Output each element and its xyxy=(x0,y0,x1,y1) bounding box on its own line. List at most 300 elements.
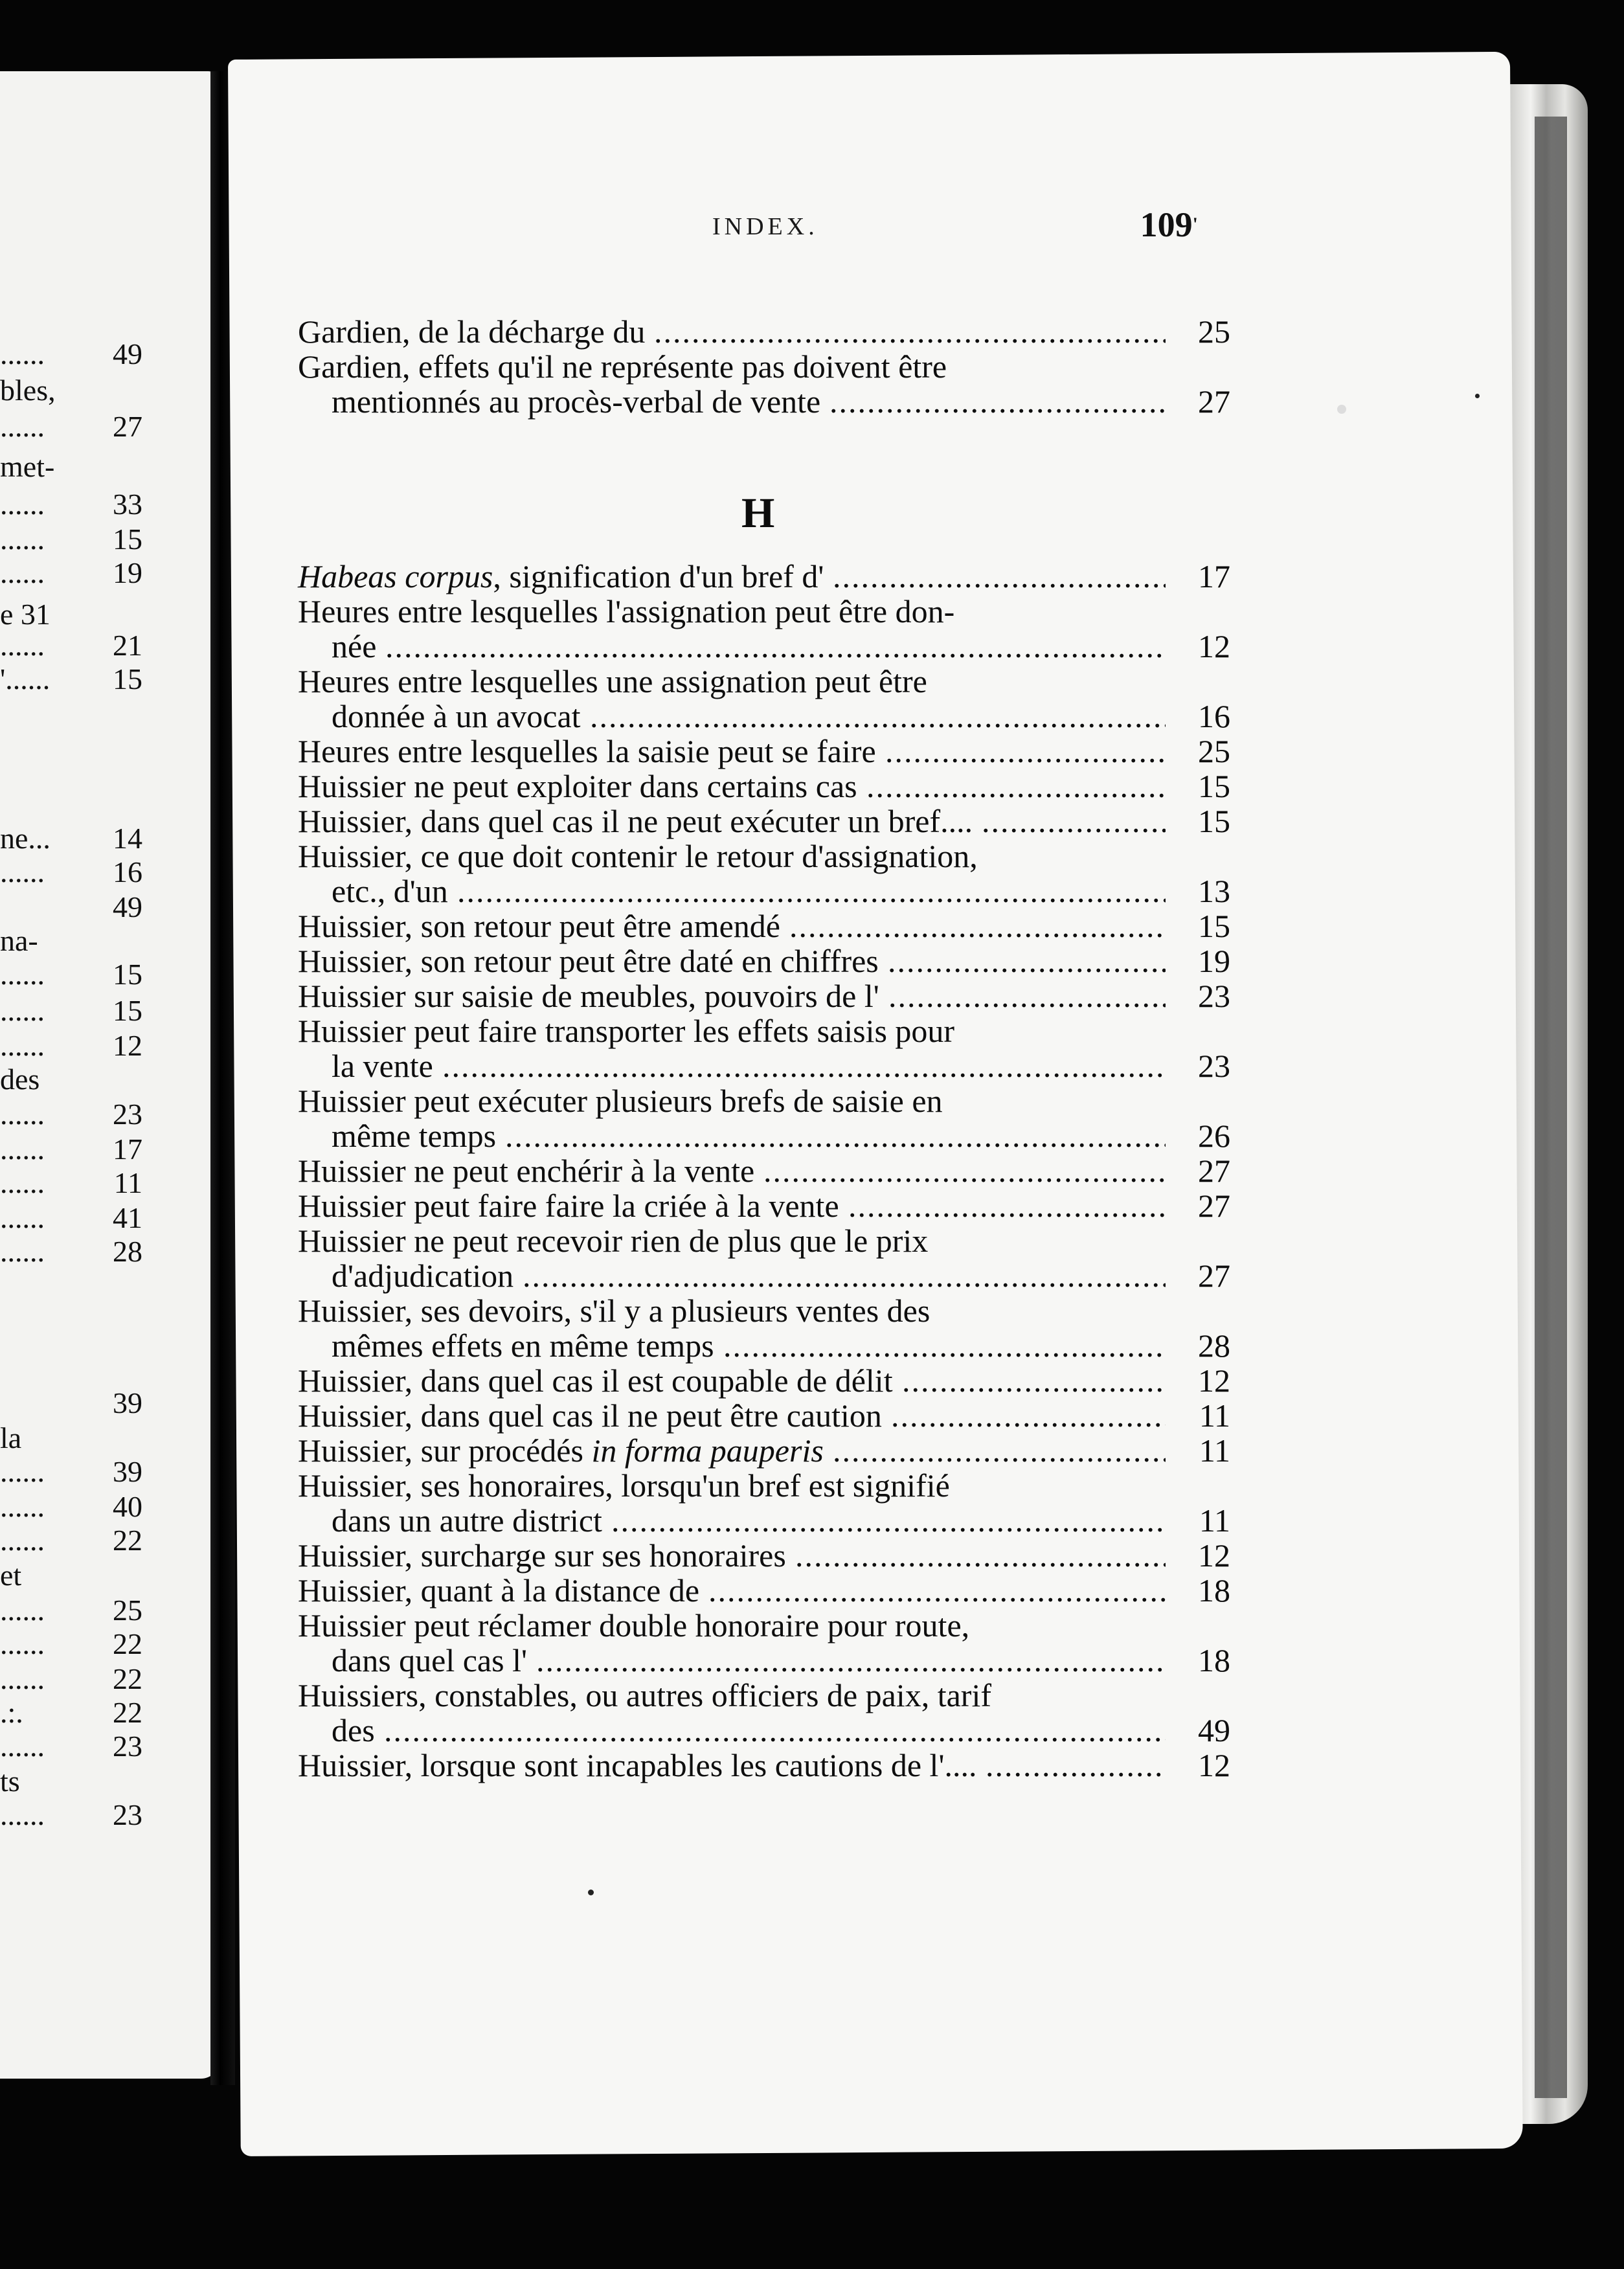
index-line xyxy=(298,594,1230,629)
dot-leader xyxy=(866,769,1166,804)
index-line xyxy=(298,1188,1230,1223)
entry-text: etc., d'un xyxy=(332,873,448,909)
dot-leader xyxy=(654,314,1166,349)
previous-page-line-page: 22 xyxy=(113,1524,142,1557)
previous-page-line-text: ts xyxy=(0,1765,20,1798)
index-entry xyxy=(298,909,1230,943)
previous-page-line-page: 28 xyxy=(113,1235,142,1268)
index-line-text xyxy=(298,559,824,594)
previous-page-line-page: 22 xyxy=(113,1627,142,1660)
entry-text: Huissier peut exécuter plusieurs brefs de saisie en xyxy=(298,1083,943,1119)
index-entry xyxy=(298,734,1230,769)
previous-page-line-text: des xyxy=(0,1063,40,1096)
index-line-text xyxy=(332,1258,513,1293)
previous-page-line xyxy=(0,628,142,663)
previous-page-line-page: 15 xyxy=(113,662,142,695)
index-entry xyxy=(298,1573,1230,1608)
page-reference: 15 xyxy=(1198,768,1230,804)
previous-page-line-text: ...... xyxy=(0,1455,45,1488)
index-line xyxy=(298,943,1230,978)
previous-page-line-text: ...... xyxy=(0,1524,45,1557)
previous-page-line-page: 22 xyxy=(113,1662,142,1695)
previous-page-line-text: ...... xyxy=(0,556,45,589)
index-entry xyxy=(298,1678,1230,1748)
page-reference: 12 xyxy=(1198,1537,1230,1574)
entry-text: Huissier ne peut enchérir à la vente xyxy=(298,1153,755,1189)
previous-page-line xyxy=(0,1558,142,1593)
index-entries xyxy=(298,314,1230,1783)
index-line xyxy=(298,1538,1230,1573)
entry-text: Huissier, surcharge sur ses honoraires xyxy=(298,1537,786,1574)
index-line xyxy=(298,699,1230,734)
section-gap xyxy=(298,419,1230,559)
previous-page-line-text: ...... xyxy=(0,1235,45,1268)
index-line xyxy=(298,874,1230,909)
entry-text: même temps xyxy=(332,1118,497,1154)
index-line-text xyxy=(332,1048,433,1083)
page-reference: 13 xyxy=(1198,873,1230,909)
page-reference: 26 xyxy=(1198,1118,1230,1154)
page-reference: 17 xyxy=(1198,558,1230,594)
index-line xyxy=(298,1433,1230,1468)
index-entry xyxy=(298,1293,1230,1363)
entry-text: Huissier ne peut exploiter dans certains cas xyxy=(298,768,857,804)
previous-page-line-text: ...... xyxy=(0,488,45,521)
previous-page-line-text: ...... xyxy=(0,337,45,370)
index-line xyxy=(298,1573,1230,1608)
index-entry xyxy=(298,1398,1230,1433)
dot-leader xyxy=(763,1153,1166,1188)
entry-text: Huissier, ce que doit contenir le retour d'assignation, xyxy=(298,838,978,874)
index-line xyxy=(298,978,1230,1013)
index-entry xyxy=(298,594,1230,664)
index-entry xyxy=(298,1188,1230,1223)
index-line xyxy=(298,664,1230,699)
index-line-text xyxy=(298,1188,839,1223)
previous-page-line xyxy=(0,1028,142,1063)
index-line-text xyxy=(298,1293,930,1328)
index-line-text xyxy=(332,874,448,909)
entry-text: Huissier, sur procédés xyxy=(298,1432,592,1469)
index-line xyxy=(298,1083,1230,1118)
dot-leader xyxy=(986,1748,1166,1783)
index-line-text xyxy=(298,943,879,978)
index-line-text xyxy=(298,1153,754,1188)
dot-leader xyxy=(833,1433,1166,1468)
index-entry xyxy=(298,664,1230,734)
index-line xyxy=(298,1643,1230,1678)
entry-text: Heures entre lesquelles une assignation peut être xyxy=(298,663,927,699)
index-line xyxy=(298,1398,1230,1433)
previous-page-line-page: 15 xyxy=(113,958,142,991)
entry-text: d'adjudication xyxy=(332,1258,514,1294)
previous-page-line xyxy=(0,1421,142,1456)
page-reference: 49 xyxy=(1198,1712,1230,1748)
dot-leader xyxy=(590,699,1166,734)
index-line-text xyxy=(298,804,973,839)
entry-text: Heures entre lesquelles la saisie peut se faire xyxy=(298,733,876,769)
print-speck xyxy=(1475,394,1480,398)
previous-page-line-text: '...... xyxy=(0,662,51,695)
previous-page-line xyxy=(0,1097,142,1132)
previous-page-line-text: ...... xyxy=(0,1662,45,1695)
dot-leader xyxy=(795,1538,1166,1573)
dot-leader xyxy=(789,909,1166,943)
entry-text: Huissier peut faire transporter les effets saisis pour xyxy=(298,1013,955,1049)
index-entry xyxy=(298,804,1230,839)
previous-page-line-text: ne... xyxy=(0,822,51,855)
dot-leader xyxy=(891,1398,1166,1433)
previous-page-line-page: 41 xyxy=(113,1201,142,1234)
index-line xyxy=(298,1293,1230,1328)
dot-leader xyxy=(505,1118,1166,1153)
previous-page-line-text: .:. xyxy=(0,1696,23,1729)
previous-page-line-text: ...... xyxy=(0,994,45,1027)
index-line-text xyxy=(298,1538,786,1573)
previous-page-line-page: 27 xyxy=(113,410,142,443)
dot-leader xyxy=(611,1503,1166,1538)
index-entry xyxy=(298,1153,1230,1188)
index-line xyxy=(298,349,1230,384)
previous-page-line xyxy=(0,1523,142,1558)
index-line-text xyxy=(332,384,820,419)
index-line-text xyxy=(298,349,947,384)
page-reference: 15 xyxy=(1198,803,1230,839)
previous-page-line xyxy=(0,1062,142,1097)
previous-page-line xyxy=(0,409,142,444)
index-line xyxy=(298,384,1230,419)
previous-page-line xyxy=(0,1166,142,1201)
index-line xyxy=(298,559,1230,594)
index-line-text xyxy=(298,1398,882,1433)
index-line xyxy=(298,1713,1230,1748)
previous-page-line-page: 23 xyxy=(113,1730,142,1763)
dot-leader xyxy=(385,629,1166,664)
previous-page-line xyxy=(0,556,142,591)
entry-text: des xyxy=(332,1712,375,1748)
index-entry xyxy=(298,943,1230,978)
previous-page-line-page: 39 xyxy=(113,1386,142,1419)
previous-page-line-page: 15 xyxy=(113,523,142,556)
index-line-text xyxy=(298,594,954,629)
entry-text: donnée à un avocat xyxy=(332,698,581,734)
entry-text: Huissier, son retour peut être daté en chiffres xyxy=(298,943,879,979)
index-entry xyxy=(298,1223,1230,1293)
index-line-text xyxy=(298,1468,950,1503)
previous-page-line-text: na- xyxy=(0,924,38,957)
index-line xyxy=(298,629,1230,664)
previous-page-line-page: 16 xyxy=(113,855,142,888)
index-line xyxy=(298,1608,1230,1643)
previous-page-line-text: ...... xyxy=(0,1201,45,1234)
entry-text: Huissier, lorsque sont incapables les cautions de l'.... xyxy=(298,1747,977,1783)
index-entry xyxy=(298,314,1230,349)
page-reference: 16 xyxy=(1198,698,1230,734)
entry-text: Huissier, dans quel cas il ne peut être caution xyxy=(298,1397,882,1434)
dot-leader xyxy=(536,1643,1166,1678)
entry-text: Huissier peut faire faire la criée à la vente xyxy=(298,1188,839,1224)
previous-page-line xyxy=(0,522,142,557)
page-title: INDEX. xyxy=(712,213,818,240)
previous-page-line xyxy=(0,1593,142,1628)
page-reference: 23 xyxy=(1198,1048,1230,1084)
previous-page-line-text: ...... xyxy=(0,958,45,991)
entry-text: la vente xyxy=(332,1048,433,1084)
previous-page-line-text: ...... xyxy=(0,1490,45,1523)
index-entry xyxy=(298,559,1230,594)
index-line-text xyxy=(332,1503,602,1538)
previous-page-line-text: ...... xyxy=(0,1798,45,1831)
index-entry xyxy=(298,349,1230,419)
previous-page-line xyxy=(0,449,142,484)
previous-page-line xyxy=(0,1729,142,1764)
index-line-text xyxy=(332,1118,496,1153)
previous-page-line-text: ...... xyxy=(0,1133,45,1166)
previous-page-line xyxy=(0,337,142,372)
previous-page-line-page: 33 xyxy=(113,488,142,521)
page-reference: 15 xyxy=(1198,908,1230,944)
previous-page-line-text: ...... xyxy=(0,523,45,556)
index-line-text xyxy=(298,1433,824,1468)
index-entry xyxy=(298,1608,1230,1678)
previous-page-line xyxy=(0,1695,142,1730)
index-line-text xyxy=(332,1713,375,1748)
index-line-text xyxy=(298,839,978,874)
previous-page-line-text: ...... xyxy=(0,1166,45,1199)
previous-page-line xyxy=(0,487,142,522)
index-line-text xyxy=(298,1083,943,1118)
previous-page-line xyxy=(0,597,142,632)
index-line-text xyxy=(298,978,879,1013)
page-reference: 11 xyxy=(1199,1397,1230,1434)
previous-page-line-page: 21 xyxy=(113,629,142,662)
index-line xyxy=(298,1118,1230,1153)
entry-text: dans un autre district xyxy=(332,1502,602,1539)
index-line-text xyxy=(332,629,376,664)
previous-page-line xyxy=(0,855,142,890)
index-line-text xyxy=(298,314,645,349)
dot-leader xyxy=(888,943,1166,978)
index-entry xyxy=(298,839,1230,909)
page-reference: 25 xyxy=(1198,733,1230,769)
index-entry xyxy=(298,1363,1230,1398)
section-letter: H xyxy=(741,490,775,537)
index-entry xyxy=(298,1468,1230,1538)
dot-leader xyxy=(833,559,1166,594)
page-reference: 18 xyxy=(1198,1642,1230,1678)
index-line xyxy=(298,1678,1230,1713)
page-number-mark: ' xyxy=(1192,214,1198,235)
previous-page-line-page: 23 xyxy=(113,1098,142,1131)
index-line-text xyxy=(298,1748,976,1783)
page-edge-shadow xyxy=(1535,117,1567,2098)
italic-term: in forma pauperis xyxy=(591,1432,824,1469)
previous-page-line-text: la xyxy=(0,1421,22,1454)
page-reference: 28 xyxy=(1198,1327,1230,1364)
page-reference: 12 xyxy=(1198,1747,1230,1783)
previous-page-line xyxy=(0,1489,142,1524)
previous-page-line xyxy=(0,890,142,925)
entry-text: Gardien, de la décharge du xyxy=(298,313,646,350)
page-reference: 27 xyxy=(1198,1153,1230,1189)
index-line xyxy=(298,804,1230,839)
index-line xyxy=(298,314,1230,349)
previous-page-line xyxy=(0,1662,142,1697)
previous-page-line-page: 22 xyxy=(113,1696,142,1729)
previous-page-line xyxy=(0,662,142,697)
dot-leader xyxy=(982,804,1166,839)
index-line-text xyxy=(298,734,876,769)
page-reference: 18 xyxy=(1198,1572,1230,1609)
previous-page-line-text: bles, xyxy=(0,374,56,407)
page-reference: 25 xyxy=(1198,313,1230,350)
previous-page-line xyxy=(0,923,142,958)
index-line-text xyxy=(332,699,581,734)
dot-leader xyxy=(888,978,1166,1013)
index-entry xyxy=(298,769,1230,804)
index-line-text xyxy=(298,769,857,804)
entry-text: Huissiers, constables, ou autres officiers de paix, tarif xyxy=(298,1677,991,1713)
entry-text: Huissier ne peut recevoir rien de plus que le prix xyxy=(298,1223,929,1259)
page-reference: 27 xyxy=(1198,383,1230,420)
entry-text: Huissier, son retour peut être amendé xyxy=(298,908,780,944)
entry-text: Huissier, ses honoraires, lorsqu'un bref est signifié xyxy=(298,1467,950,1504)
page-number-value: 109 xyxy=(1140,205,1193,244)
index-line-text xyxy=(298,1573,699,1608)
previous-page-line xyxy=(0,373,142,408)
italic-term: Habeas corpus xyxy=(298,558,493,594)
entry-text: Huissier, quant à la distance de xyxy=(298,1572,700,1609)
previous-page-line-text: e 31 xyxy=(0,598,51,631)
index-line-text xyxy=(298,1678,991,1713)
index-line xyxy=(298,839,1230,874)
index-line-text xyxy=(298,664,927,699)
index-line xyxy=(298,1503,1230,1538)
index-line-text xyxy=(298,1223,928,1258)
previous-page-line-text: met- xyxy=(0,450,55,483)
print-speck xyxy=(1337,405,1346,414)
entry-text: Gardien, effets qu'il ne représente pas doivent être xyxy=(298,348,947,385)
dot-leader xyxy=(457,874,1166,909)
dot-leader xyxy=(829,384,1166,419)
entry-text: Heures entre lesquelles l'assignation peut être don- xyxy=(298,593,955,629)
previous-page-line xyxy=(0,1234,142,1269)
previous-page-line-text: ...... xyxy=(0,629,45,662)
previous-page-line-text: ...... xyxy=(0,1627,45,1660)
dot-leader xyxy=(442,1048,1166,1083)
previous-page-line-page: 14 xyxy=(113,822,142,855)
page-reference: 27 xyxy=(1198,1188,1230,1224)
previous-page-line-page: 23 xyxy=(113,1798,142,1831)
index-line xyxy=(298,1748,1230,1783)
index-entry xyxy=(298,1538,1230,1573)
index-line xyxy=(298,909,1230,943)
previous-page-line xyxy=(0,821,142,856)
previous-page-line-text: ...... xyxy=(0,855,45,888)
page-reference: 12 xyxy=(1198,628,1230,664)
previous-page-line-text: ...... xyxy=(0,1594,45,1627)
page-reference: 27 xyxy=(1198,1258,1230,1294)
previous-page-line-page: 15 xyxy=(113,994,142,1027)
index-line xyxy=(298,1223,1230,1258)
previous-page-line xyxy=(0,1627,142,1662)
previous-page-line xyxy=(0,1454,142,1489)
index-entry xyxy=(298,1748,1230,1783)
index-entry xyxy=(298,978,1230,1013)
previous-page-line xyxy=(0,1132,142,1167)
index-line-text xyxy=(298,909,780,943)
dot-leader xyxy=(848,1188,1166,1223)
entry-text: Huissier sur saisie de meubles, pouvoirs de l' xyxy=(298,978,879,1014)
previous-page-line xyxy=(0,993,142,1028)
index-line xyxy=(298,1468,1230,1503)
entry-text: Huissier, dans quel cas il est coupable de délit xyxy=(298,1362,893,1399)
previous-page-line-page: 49 xyxy=(113,890,142,923)
previous-page-line xyxy=(0,1386,142,1421)
previous-page-line xyxy=(0,1764,142,1799)
index-entry xyxy=(298,1013,1230,1083)
page-reference: 12 xyxy=(1198,1362,1230,1399)
index-line-text xyxy=(332,1328,714,1363)
previous-page-line xyxy=(0,1798,142,1833)
previous-page-line-text: et xyxy=(0,1559,22,1592)
previous-page-line-page: 19 xyxy=(113,556,142,589)
index-line xyxy=(298,1153,1230,1188)
entry-text: Huissier, ses devoirs, s'il y a plusieurs ventes des xyxy=(298,1293,930,1329)
index-line-text xyxy=(298,1013,954,1048)
dot-leader xyxy=(708,1573,1166,1608)
page-reference: 11 xyxy=(1199,1432,1230,1469)
entry-text: Huissier peut réclamer double honoraire pour route, xyxy=(298,1607,970,1643)
running-head xyxy=(486,207,1198,246)
entry-text: mentionnés au procès-verbal de vente xyxy=(332,383,821,420)
index-line xyxy=(298,1328,1230,1363)
index-line xyxy=(298,1363,1230,1398)
dot-leader xyxy=(885,734,1166,769)
entry-text: née xyxy=(332,628,377,664)
dot-leader xyxy=(384,1713,1166,1748)
page-number xyxy=(1140,203,1198,246)
index-line xyxy=(298,1258,1230,1293)
index-line xyxy=(298,769,1230,804)
index-entry xyxy=(298,1083,1230,1153)
previous-page-line-page: 11 xyxy=(113,1166,142,1199)
previous-page-line-page: 25 xyxy=(113,1594,142,1627)
previous-page-line-text: ...... xyxy=(0,1730,45,1763)
print-speck xyxy=(588,1890,594,1895)
entry-text: Huissier, dans quel cas il ne peut exécuter un bref.... xyxy=(298,803,973,839)
index-line xyxy=(298,1048,1230,1083)
previous-page-line-page: 40 xyxy=(113,1490,142,1523)
entry-text: mêmes effets en même temps xyxy=(332,1327,714,1364)
previous-page-line-text: ...... xyxy=(0,410,45,443)
entry-text: dans quel cas l' xyxy=(332,1642,527,1678)
dot-leader xyxy=(723,1328,1166,1363)
index-line xyxy=(298,1013,1230,1048)
previous-page-line-text: ...... xyxy=(0,1029,45,1062)
previous-page-line-page: 12 xyxy=(113,1029,142,1062)
previous-page-line-page: 39 xyxy=(113,1455,142,1488)
page-reference: 19 xyxy=(1198,943,1230,979)
index-line-text xyxy=(298,1608,969,1643)
previous-page-line-page: 17 xyxy=(113,1133,142,1166)
page-reference: 11 xyxy=(1199,1502,1230,1539)
dot-leader xyxy=(523,1258,1166,1293)
index-line-text xyxy=(332,1643,527,1678)
page-reference: 23 xyxy=(1198,978,1230,1014)
index-line xyxy=(298,734,1230,769)
previous-page-line-page: 49 xyxy=(113,337,142,370)
